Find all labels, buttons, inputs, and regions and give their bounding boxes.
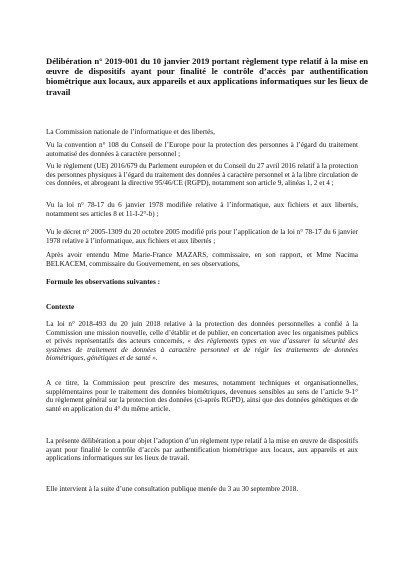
paragraph-1-text: La loi n° 2018-493 du 20 juin 2018 relative à la protection des données personnelles a confié à la Commission une mission nouvelle, celle d’établir et de publier, en concertation avec les organismes publics et privés représentatifs des acteurs concernés, <box>46 320 358 346</box>
visa-decret-2005: Vu le décret n° 2005-1309 du 20 octobre 2005 modifié pris pour l’application de la loi n° 78-17 du 6 janvier 1978 relative à l’informatique, aux fichiers et aux libertés ; <box>46 228 358 245</box>
intro-line: La Commission nationale de l’informatique et des libertés, <box>46 128 215 136</box>
document-title: Délibération n° 2019-001 du 10 janvier 2019 portant règlement type relatif à la mise en œuvre de dispositifs ayant pour finalité le contrôle d’accès par authentification biométrique aux locaux, aux appareils et aux applications informatiques sur les lieux de travail <box>46 56 368 97</box>
section-heading-contexte: Contexte <box>46 302 75 311</box>
context-paragraph-2: A ce titre, la Commission peut prescrire des mesures, notamment techniques et organisationnelles, supplémentaires pour le traitement des données biométriques, devenues sensibles au sens de l’article 9-1° du règlement général sur la protection des données (ci-après RGPD), ainsi que des données génétiques et de santé en application du 4° du même article. <box>46 379 358 413</box>
apres-avoir-entendu: Après avoir entendu Mme Marie-France MAZARS, commissaire, en son rapport, et Mme Nacima BELKACEM, commissaire du Gouvernement, en ses observations, <box>46 251 358 268</box>
formule-observations: Formule les observations suivantes : <box>46 277 161 286</box>
context-paragraph-3: La présente délibération a pour objet l’adoption d’un règlement type relatif à la mise en œuvre de dispositifs ayant pour finalité le contrôle d’accès par authentification biométrique aux locaux, aux appareils et aux applications informatiques sur les lieux de travail. <box>46 437 358 463</box>
visa-rgpd: Vu le règlement (UE) 2016/679 du Parlement européen et du Conseil du 27 avril 2016 relatif à la protection des personnes physiques à l’égard du traitement des données à caractère personnel et à la libre circulation de ces données, et abrogeant la directive 95/46/CE (RGPD), notamment son article 9, alinéas 1, 2 et 4 ; <box>46 162 358 188</box>
visa-loi-1978: Vu la loi n° 78-17 du 6 janvier 1978 modifiée relative à l’informatique, aux fichiers et aux libertés, notamment ses articles 8 et 11-I-2°-b) ; <box>46 201 358 218</box>
context-paragraph-1 <box>46 320 358 363</box>
context-paragraph-4: Elle intervient à la suite d’une consultation publique menée du 3 au 30 septembre 2018. <box>46 485 299 493</box>
paragraph-1-quote: « des règlements types en vue d’assurer la sécurité des systèmes de traitement de données à caractère personnel et de régir les traitements de données biométriques, génétiques et de santé ». <box>46 337 358 363</box>
visa-convention-108: Vu la convention n° 108 du Conseil de l’Europe pour la protection des personnes à l’égard du traitement automatisé des données à caractère personnel ; <box>46 141 358 158</box>
